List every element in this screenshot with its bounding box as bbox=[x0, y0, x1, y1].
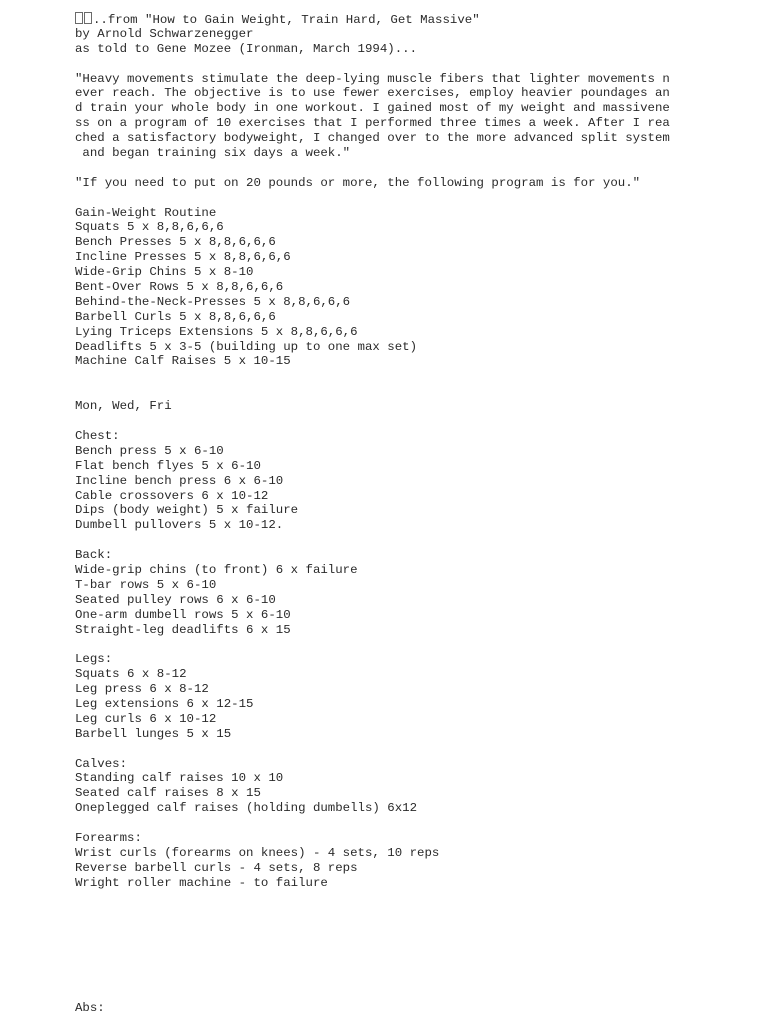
section-title: Forearms: bbox=[75, 831, 142, 845]
exercise-item: Lying Triceps Extensions 5 x 8,8,6,6,6 bbox=[75, 324, 358, 339]
quote-line: d train your whole body in one workout. I gained most of my weight and massivene bbox=[75, 101, 670, 116]
exercise-item: Dumbell pullovers 5 x 10-12. bbox=[75, 518, 284, 533]
quote-paragraph bbox=[75, 72, 765, 161]
missing-glyph-icon bbox=[75, 12, 83, 24]
exercise-item: Reverse barbell curls - 4 sets, 8 reps bbox=[75, 860, 358, 875]
exercise-item: Leg extensions 6 x 12-15 bbox=[75, 696, 254, 711]
missing-glyph-icon bbox=[84, 12, 92, 24]
schedule-days: Mon, Wed, Fri bbox=[75, 399, 172, 414]
exercise-item: Bent-Over Rows 5 x 8,8,6,6,6 bbox=[75, 280, 284, 295]
exercise-item: Standing calf raises 10 x 10 bbox=[75, 771, 284, 786]
section-title: Chest: bbox=[75, 428, 120, 443]
exercise-item: Barbell lunges 5 x 15 bbox=[75, 726, 232, 741]
abs-section bbox=[75, 1001, 765, 1016]
exercise-item: One-arm dumbell rows 5 x 6-10 bbox=[75, 607, 291, 622]
intro-quote: "If you need to put on 20 pounds or more, the following program is for you." bbox=[75, 175, 641, 190]
calves-section bbox=[75, 757, 765, 817]
exercise-item: Leg curls 6 x 10-12 bbox=[75, 711, 217, 726]
exercise-item: Flat bench flyes 5 x 6-10 bbox=[75, 458, 261, 473]
credit-line: as told to Gene Mozee (Ironman, March 1994)... bbox=[75, 41, 418, 56]
exercise-item: Cable crossovers 6 x 10-12 bbox=[75, 488, 269, 503]
exercise-item: Oneplegged calf raises (holding dumbells) 6x12 bbox=[75, 801, 418, 816]
exercise-item: Seated calf raises 8 x 15 bbox=[75, 786, 261, 801]
quote-line: ched a satisfactory bodyweight, I changed over to the more advanced split system bbox=[75, 131, 670, 146]
quote-line: and began training six days a week." bbox=[75, 146, 351, 161]
section-title: Calves: bbox=[75, 756, 128, 771]
exercise-item: Straight-leg deadlifts 6 x 15 bbox=[75, 622, 291, 637]
author-line: by Arnold Schwarzenegger bbox=[75, 26, 254, 41]
forearms-section bbox=[75, 831, 765, 891]
exercise-item: Seated pulley rows 6 x 6-10 bbox=[75, 592, 276, 607]
exercise-item: Bench Presses 5 x 8,8,6,6,6 bbox=[75, 235, 276, 250]
exercise-item: Machine Calf Raises 5 x 10-15 bbox=[75, 354, 291, 369]
exercise-item: Wright roller machine - to failure bbox=[75, 875, 328, 890]
routine-section bbox=[75, 206, 765, 370]
quote-line: "Heavy movements stimulate the deep-lying muscle fibers that lighter movements n bbox=[75, 71, 670, 86]
quote-line: ss on a program of 10 exercises that I performed three times a week. After I rea bbox=[75, 116, 670, 131]
exercise-item: Bench press 5 x 6-10 bbox=[75, 443, 224, 458]
chest-section bbox=[75, 429, 765, 533]
section-title: Legs: bbox=[75, 652, 113, 667]
exercise-item: Wide-grip chins (to front) 6 x failure bbox=[75, 562, 358, 577]
exercise-item: Dips (body weight) 5 x failure bbox=[75, 503, 299, 518]
section-title: Abs: bbox=[75, 1000, 105, 1015]
exercise-item: Incline bench press 6 x 6-10 bbox=[75, 473, 284, 488]
legs-section bbox=[75, 652, 765, 741]
exercise-item: Squats 6 x 8-12 bbox=[75, 667, 187, 682]
exercise-item: T-bar rows 5 x 6-10 bbox=[75, 577, 217, 592]
section-title: Back: bbox=[75, 548, 113, 563]
source-line bbox=[75, 12, 765, 27]
exercise-item: Leg press 6 x 8-12 bbox=[75, 682, 209, 697]
exercise-item: Wide-Grip Chins 5 x 8-10 bbox=[75, 265, 254, 280]
source-text: ..from "How to Gain Weight, Train Hard, Get Massive" bbox=[93, 13, 480, 27]
exercise-item: Incline Presses 5 x 8,8,6,6,6 bbox=[75, 250, 291, 265]
exercise-item: Wrist curls (forearms on knees) - 4 sets, 10 reps bbox=[75, 845, 440, 860]
exercise-item: Behind-the-Neck-Presses 5 x 8,8,6,6,6 bbox=[75, 294, 351, 309]
section-title: Gain-Weight Routine bbox=[75, 205, 217, 220]
exercise-item: Deadlifts 5 x 3-5 (building up to one max set) bbox=[75, 339, 418, 354]
document-body bbox=[75, 12, 765, 1015]
back-section bbox=[75, 548, 765, 637]
quote-line: ever reach. The objective is to use fewer exercises, employ heavier poundages an bbox=[75, 86, 670, 101]
exercise-item: Squats 5 x 8,8,6,6,6 bbox=[75, 220, 224, 235]
exercise-item: Barbell Curls 5 x 8,8,6,6,6 bbox=[75, 309, 276, 324]
